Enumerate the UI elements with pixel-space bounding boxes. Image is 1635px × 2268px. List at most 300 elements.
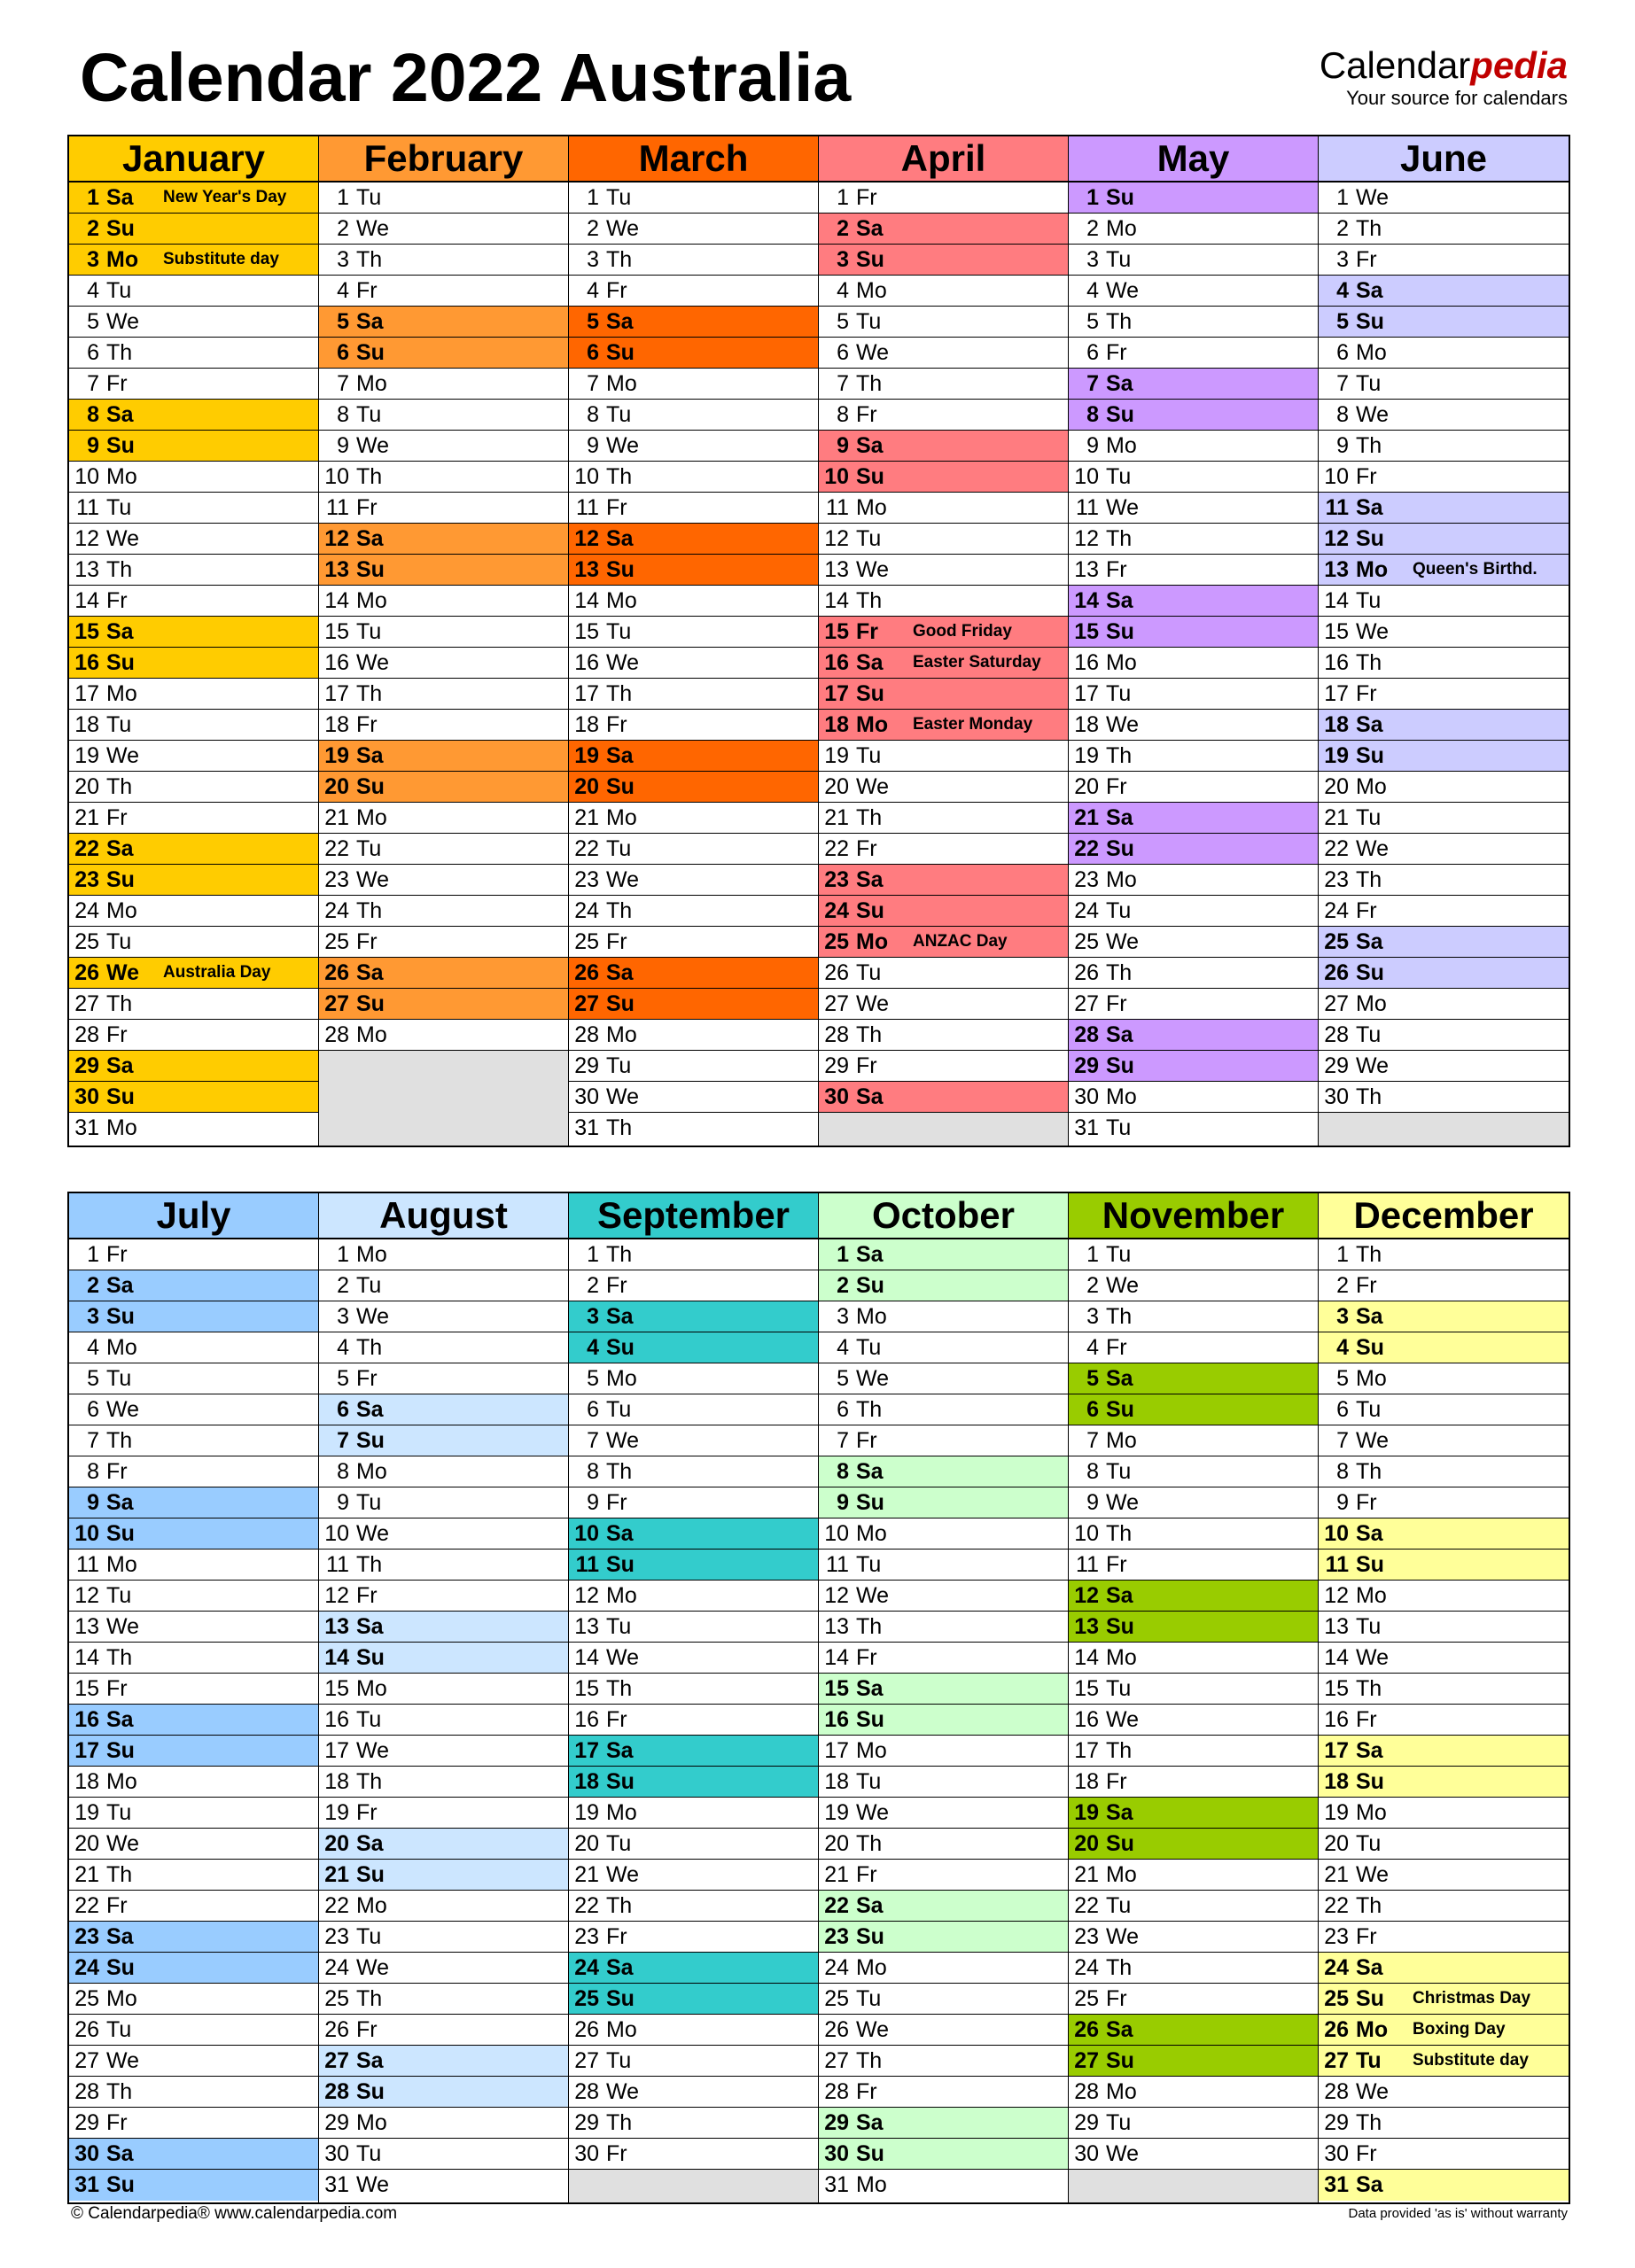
day-cell[interactable] <box>819 1332 1068 1363</box>
day-cell[interactable] <box>1319 772 1569 803</box>
day-cell[interactable] <box>1319 369 1569 400</box>
day-cell[interactable] <box>1319 276 1569 307</box>
day-cell[interactable] <box>819 1953 1068 1984</box>
day-cell[interactable] <box>1319 1456 1569 1487</box>
day-cell[interactable] <box>1069 1051 1318 1082</box>
day-cell[interactable] <box>819 617 1068 648</box>
day-cell[interactable] <box>569 2046 818 2077</box>
day-cell[interactable] <box>69 1829 318 1860</box>
day-cell[interactable] <box>319 462 568 493</box>
day-cell[interactable] <box>1069 1953 1318 1984</box>
day-cell[interactable] <box>69 586 318 617</box>
day-cell[interactable] <box>819 1860 1068 1891</box>
day-cell[interactable] <box>569 679 818 710</box>
day-cell[interactable] <box>319 1953 568 1984</box>
day-cell[interactable] <box>569 1113 818 1144</box>
day-cell[interactable] <box>69 276 318 307</box>
day-cell[interactable] <box>569 524 818 555</box>
day-cell[interactable] <box>319 1270 568 1301</box>
day-cell[interactable] <box>1069 524 1318 555</box>
day-cell[interactable] <box>1319 958 1569 989</box>
day-cell[interactable] <box>1319 1984 1569 2015</box>
day-cell[interactable] <box>319 1829 568 1860</box>
day-cell[interactable] <box>1069 1643 1318 1674</box>
day-cell[interactable] <box>819 896 1068 927</box>
day-cell[interactable] <box>69 1020 318 1051</box>
day-cell[interactable] <box>1319 1550 1569 1581</box>
day-cell[interactable] <box>1319 1363 1569 1394</box>
day-cell[interactable] <box>1319 555 1569 586</box>
day-cell[interactable] <box>569 1798 818 1829</box>
day-cell[interactable] <box>319 1550 568 1581</box>
day-cell[interactable] <box>1069 183 1318 214</box>
day-cell[interactable] <box>1319 1798 1569 1829</box>
day-cell[interactable] <box>319 927 568 958</box>
day-cell[interactable] <box>69 989 318 1020</box>
day-cell[interactable] <box>569 1767 818 1798</box>
day-cell[interactable] <box>1069 1082 1318 1113</box>
day-cell[interactable] <box>1319 1736 1569 1767</box>
day-cell[interactable] <box>1069 1550 1318 1581</box>
day-cell[interactable] <box>1069 307 1318 338</box>
day-cell[interactable] <box>319 338 568 369</box>
day-cell[interactable] <box>569 1332 818 1363</box>
day-cell[interactable] <box>319 2170 568 2201</box>
day-cell[interactable] <box>1069 989 1318 1020</box>
day-cell[interactable] <box>1069 2108 1318 2139</box>
day-cell[interactable] <box>819 1051 1068 1082</box>
day-cell[interactable] <box>69 1767 318 1798</box>
day-cell[interactable] <box>1069 245 1318 276</box>
day-cell[interactable] <box>69 1643 318 1674</box>
day-cell[interactable] <box>69 400 318 431</box>
day-cell[interactable] <box>569 400 818 431</box>
day-cell[interactable] <box>1069 586 1318 617</box>
day-cell[interactable] <box>819 2108 1068 2139</box>
day-cell[interactable] <box>569 1674 818 1705</box>
day-cell[interactable] <box>1069 462 1318 493</box>
day-cell[interactable] <box>1069 431 1318 462</box>
day-cell[interactable] <box>1319 524 1569 555</box>
day-cell[interactable] <box>569 1394 818 1425</box>
day-cell[interactable] <box>319 2015 568 2046</box>
day-cell[interactable] <box>69 1953 318 1984</box>
day-cell[interactable] <box>319 431 568 462</box>
day-cell[interactable] <box>1319 803 1569 834</box>
day-cell[interactable] <box>819 834 1068 865</box>
day-cell[interactable] <box>819 1891 1068 1922</box>
day-cell[interactable] <box>1069 1518 1318 1550</box>
day-cell[interactable] <box>1069 2015 1318 2046</box>
day-cell[interactable] <box>1319 1922 1569 1953</box>
day-cell[interactable] <box>569 1612 818 1643</box>
day-cell[interactable] <box>319 493 568 524</box>
day-cell[interactable] <box>1319 1612 1569 1643</box>
day-cell[interactable] <box>1319 307 1569 338</box>
day-cell[interactable] <box>569 1829 818 1860</box>
day-cell[interactable] <box>69 1798 318 1829</box>
day-cell[interactable] <box>1319 710 1569 741</box>
day-cell[interactable] <box>319 1984 568 2015</box>
day-cell[interactable] <box>569 1020 818 1051</box>
day-cell[interactable] <box>819 307 1068 338</box>
day-cell[interactable] <box>1319 741 1569 772</box>
day-cell[interactable] <box>1069 617 1318 648</box>
day-cell[interactable] <box>819 927 1068 958</box>
day-cell[interactable] <box>1069 710 1318 741</box>
day-cell[interactable] <box>1069 1239 1318 1270</box>
day-cell[interactable] <box>69 958 318 989</box>
day-cell[interactable] <box>69 679 318 710</box>
day-cell[interactable] <box>69 1425 318 1456</box>
day-cell[interactable] <box>569 1082 818 1113</box>
day-cell[interactable] <box>69 2170 318 2201</box>
day-cell[interactable] <box>1069 679 1318 710</box>
day-cell[interactable] <box>1069 1798 1318 1829</box>
day-cell[interactable] <box>1319 493 1569 524</box>
day-cell[interactable] <box>1069 369 1318 400</box>
day-cell[interactable] <box>1319 865 1569 896</box>
day-cell[interactable] <box>69 1984 318 2015</box>
day-cell[interactable] <box>1069 1487 1318 1518</box>
day-cell[interactable] <box>319 648 568 679</box>
day-cell[interactable] <box>69 1860 318 1891</box>
day-cell[interactable] <box>819 1425 1068 1456</box>
day-cell[interactable] <box>319 803 568 834</box>
day-cell[interactable] <box>819 183 1068 214</box>
day-cell[interactable] <box>319 369 568 400</box>
day-cell[interactable] <box>569 1736 818 1767</box>
day-cell[interactable] <box>569 1425 818 1456</box>
day-cell[interactable] <box>1069 2139 1318 2170</box>
day-cell[interactable] <box>319 1456 568 1487</box>
day-cell[interactable] <box>1069 1984 1318 2015</box>
day-cell[interactable] <box>1069 338 1318 369</box>
day-cell[interactable] <box>1069 927 1318 958</box>
day-cell[interactable] <box>69 710 318 741</box>
day-cell[interactable] <box>69 1891 318 1922</box>
day-cell[interactable] <box>319 2139 568 2170</box>
day-cell[interactable] <box>819 865 1068 896</box>
day-cell[interactable] <box>1069 2046 1318 2077</box>
day-cell[interactable] <box>1319 1705 1569 1736</box>
day-cell[interactable] <box>819 1581 1068 1612</box>
day-cell[interactable] <box>69 369 318 400</box>
day-cell[interactable] <box>69 1518 318 1550</box>
day-cell[interactable] <box>1069 1891 1318 1922</box>
day-cell[interactable] <box>69 1487 318 1518</box>
day-cell[interactable] <box>319 1020 568 1051</box>
day-cell[interactable] <box>1319 648 1569 679</box>
day-cell[interactable] <box>1319 1829 1569 1860</box>
day-cell[interactable] <box>569 1860 818 1891</box>
day-cell[interactable] <box>819 1674 1068 1705</box>
day-cell[interactable] <box>1069 1860 1318 1891</box>
day-cell[interactable] <box>319 1798 568 1829</box>
day-cell[interactable] <box>1319 1674 1569 1705</box>
day-cell[interactable] <box>1319 1518 1569 1550</box>
day-cell[interactable] <box>69 2077 318 2108</box>
day-cell[interactable] <box>319 679 568 710</box>
day-cell[interactable] <box>569 1518 818 1550</box>
day-cell[interactable] <box>569 493 818 524</box>
day-cell[interactable] <box>319 865 568 896</box>
day-cell[interactable] <box>1069 1301 1318 1332</box>
day-cell[interactable] <box>819 1705 1068 1736</box>
day-cell[interactable] <box>819 1239 1068 1270</box>
day-cell[interactable] <box>569 369 818 400</box>
day-cell[interactable] <box>319 710 568 741</box>
day-cell[interactable] <box>569 1270 818 1301</box>
day-cell[interactable] <box>819 2170 1068 2201</box>
day-cell[interactable] <box>69 1705 318 1736</box>
day-cell[interactable] <box>819 1829 1068 1860</box>
day-cell[interactable] <box>569 989 818 1020</box>
day-cell[interactable] <box>569 865 818 896</box>
day-cell[interactable] <box>819 1922 1068 1953</box>
day-cell[interactable] <box>569 462 818 493</box>
day-cell[interactable] <box>319 2046 568 2077</box>
day-cell[interactable] <box>819 679 1068 710</box>
day-cell[interactable] <box>1319 1425 1569 1456</box>
day-cell[interactable] <box>819 772 1068 803</box>
day-cell[interactable] <box>319 214 568 245</box>
day-cell[interactable] <box>819 1767 1068 1798</box>
day-cell[interactable] <box>569 1550 818 1581</box>
day-cell[interactable] <box>1319 617 1569 648</box>
day-cell[interactable] <box>819 958 1068 989</box>
day-cell[interactable] <box>1319 1270 1569 1301</box>
day-cell[interactable] <box>1069 400 1318 431</box>
day-cell[interactable] <box>1069 1456 1318 1487</box>
day-cell[interactable] <box>569 338 818 369</box>
day-cell[interactable] <box>319 896 568 927</box>
day-cell[interactable] <box>569 1581 818 1612</box>
day-cell[interactable] <box>1069 741 1318 772</box>
day-cell[interactable] <box>319 1581 568 1612</box>
day-cell[interactable] <box>819 214 1068 245</box>
day-cell[interactable] <box>1319 1239 1569 1270</box>
day-cell[interactable] <box>69 1581 318 1612</box>
day-cell[interactable] <box>569 1363 818 1394</box>
day-cell[interactable] <box>319 1674 568 1705</box>
day-cell[interactable] <box>1069 1705 1318 1736</box>
day-cell[interactable] <box>569 1922 818 1953</box>
day-cell[interactable] <box>69 2015 318 2046</box>
day-cell[interactable] <box>819 400 1068 431</box>
day-cell[interactable] <box>69 524 318 555</box>
day-cell[interactable] <box>569 1643 818 1674</box>
day-cell[interactable] <box>1319 1332 1569 1363</box>
day-cell[interactable] <box>1319 1891 1569 1922</box>
day-cell[interactable] <box>569 1239 818 1270</box>
day-cell[interactable] <box>819 1643 1068 1674</box>
day-cell[interactable] <box>69 245 318 276</box>
day-cell[interactable] <box>69 431 318 462</box>
day-cell[interactable] <box>569 183 818 214</box>
day-cell[interactable] <box>569 741 818 772</box>
day-cell[interactable] <box>569 586 818 617</box>
day-cell[interactable] <box>569 710 818 741</box>
day-cell[interactable] <box>1069 276 1318 307</box>
day-cell[interactable] <box>69 1113 318 1144</box>
day-cell[interactable] <box>69 741 318 772</box>
day-cell[interactable] <box>1319 1953 1569 1984</box>
day-cell[interactable] <box>819 1020 1068 1051</box>
day-cell[interactable] <box>1069 1736 1318 1767</box>
day-cell[interactable] <box>69 834 318 865</box>
day-cell[interactable] <box>569 431 818 462</box>
day-cell[interactable] <box>319 958 568 989</box>
day-cell[interactable] <box>319 183 568 214</box>
day-cell[interactable] <box>1069 865 1318 896</box>
day-cell[interactable] <box>69 2139 318 2170</box>
day-cell[interactable] <box>1319 462 1569 493</box>
day-cell[interactable] <box>319 617 568 648</box>
day-cell[interactable] <box>819 1518 1068 1550</box>
day-cell[interactable] <box>319 555 568 586</box>
day-cell[interactable] <box>819 1736 1068 1767</box>
day-cell[interactable] <box>69 214 318 245</box>
day-cell[interactable] <box>819 555 1068 586</box>
day-cell[interactable] <box>819 1363 1068 1394</box>
day-cell[interactable] <box>819 338 1068 369</box>
day-cell[interactable] <box>1069 493 1318 524</box>
day-cell[interactable] <box>319 741 568 772</box>
day-cell[interactable] <box>819 369 1068 400</box>
day-cell[interactable] <box>819 803 1068 834</box>
day-cell[interactable] <box>1069 1829 1318 1860</box>
day-cell[interactable] <box>319 1891 568 1922</box>
day-cell[interactable] <box>69 927 318 958</box>
day-cell[interactable] <box>69 2046 318 2077</box>
day-cell[interactable] <box>1069 1113 1318 1144</box>
day-cell[interactable] <box>1069 1394 1318 1425</box>
day-cell[interactable] <box>1319 1487 1569 1518</box>
day-cell[interactable] <box>819 1456 1068 1487</box>
day-cell[interactable] <box>1069 1363 1318 1394</box>
day-cell[interactable] <box>69 1239 318 1270</box>
day-cell[interactable] <box>69 1363 318 1394</box>
day-cell[interactable] <box>569 648 818 679</box>
day-cell[interactable] <box>319 834 568 865</box>
day-cell[interactable] <box>319 989 568 1020</box>
day-cell[interactable] <box>819 431 1068 462</box>
day-cell[interactable] <box>1319 896 1569 927</box>
day-cell[interactable] <box>1069 896 1318 927</box>
day-cell[interactable] <box>1319 2015 1569 2046</box>
day-cell[interactable] <box>1319 2108 1569 2139</box>
day-cell[interactable] <box>69 1736 318 1767</box>
day-cell[interactable] <box>569 214 818 245</box>
day-cell[interactable] <box>569 1984 818 2015</box>
day-cell[interactable] <box>1069 834 1318 865</box>
day-cell[interactable] <box>819 276 1068 307</box>
day-cell[interactable] <box>69 1051 318 1082</box>
day-cell[interactable] <box>1319 2170 1569 2201</box>
day-cell[interactable] <box>319 586 568 617</box>
day-cell[interactable] <box>569 1891 818 1922</box>
day-cell[interactable] <box>1319 1394 1569 1425</box>
day-cell[interactable] <box>69 803 318 834</box>
day-cell[interactable] <box>569 927 818 958</box>
day-cell[interactable] <box>569 1051 818 1082</box>
day-cell[interactable] <box>1069 1674 1318 1705</box>
day-cell[interactable] <box>569 958 818 989</box>
day-cell[interactable] <box>319 276 568 307</box>
day-cell[interactable] <box>569 555 818 586</box>
day-cell[interactable] <box>1069 1612 1318 1643</box>
day-cell[interactable] <box>69 1394 318 1425</box>
day-cell[interactable] <box>319 1922 568 1953</box>
day-cell[interactable] <box>819 493 1068 524</box>
day-cell[interactable] <box>319 1705 568 1736</box>
day-cell[interactable] <box>819 710 1068 741</box>
day-cell[interactable] <box>569 1705 818 1736</box>
day-cell[interactable] <box>569 896 818 927</box>
day-cell[interactable] <box>69 1270 318 1301</box>
day-cell[interactable] <box>819 989 1068 1020</box>
day-cell[interactable] <box>319 1394 568 1425</box>
day-cell[interactable] <box>819 1394 1068 1425</box>
day-cell[interactable] <box>69 772 318 803</box>
day-cell[interactable] <box>819 462 1068 493</box>
day-cell[interactable] <box>1069 2077 1318 2108</box>
day-cell[interactable] <box>1069 1425 1318 1456</box>
day-cell[interactable] <box>319 1301 568 1332</box>
day-cell[interactable] <box>1069 1270 1318 1301</box>
day-cell[interactable] <box>69 648 318 679</box>
day-cell[interactable] <box>69 1456 318 1487</box>
day-cell[interactable] <box>819 586 1068 617</box>
day-cell[interactable] <box>69 2108 318 2139</box>
day-cell[interactable] <box>569 2139 818 2170</box>
day-cell[interactable] <box>1319 245 1569 276</box>
day-cell[interactable] <box>1319 1301 1569 1332</box>
day-cell[interactable] <box>569 1953 818 1984</box>
day-cell[interactable] <box>69 1922 318 1953</box>
day-cell[interactable] <box>1069 1767 1318 1798</box>
day-cell[interactable] <box>1319 1082 1569 1113</box>
day-cell[interactable] <box>569 1301 818 1332</box>
day-cell[interactable] <box>69 555 318 586</box>
day-cell[interactable] <box>819 2015 1068 2046</box>
day-cell[interactable] <box>819 1270 1068 1301</box>
day-cell[interactable] <box>1319 2046 1569 2077</box>
day-cell[interactable] <box>569 1456 818 1487</box>
day-cell[interactable] <box>319 1860 568 1891</box>
day-cell[interactable] <box>569 2077 818 2108</box>
day-cell[interactable] <box>319 1736 568 1767</box>
day-cell[interactable] <box>569 803 818 834</box>
day-cell[interactable] <box>1069 1581 1318 1612</box>
day-cell[interactable] <box>1319 586 1569 617</box>
day-cell[interactable] <box>1319 1051 1569 1082</box>
day-cell[interactable] <box>319 2077 568 2108</box>
day-cell[interactable] <box>319 1518 568 1550</box>
day-cell[interactable] <box>1069 803 1318 834</box>
day-cell[interactable] <box>1319 989 1569 1020</box>
day-cell[interactable] <box>319 1239 568 1270</box>
day-cell[interactable] <box>1319 214 1569 245</box>
day-cell[interactable] <box>819 2046 1068 2077</box>
day-cell[interactable] <box>819 2077 1068 2108</box>
day-cell[interactable] <box>819 1612 1068 1643</box>
day-cell[interactable] <box>819 648 1068 679</box>
day-cell[interactable] <box>819 524 1068 555</box>
day-cell[interactable] <box>569 1487 818 1518</box>
day-cell[interactable] <box>69 462 318 493</box>
